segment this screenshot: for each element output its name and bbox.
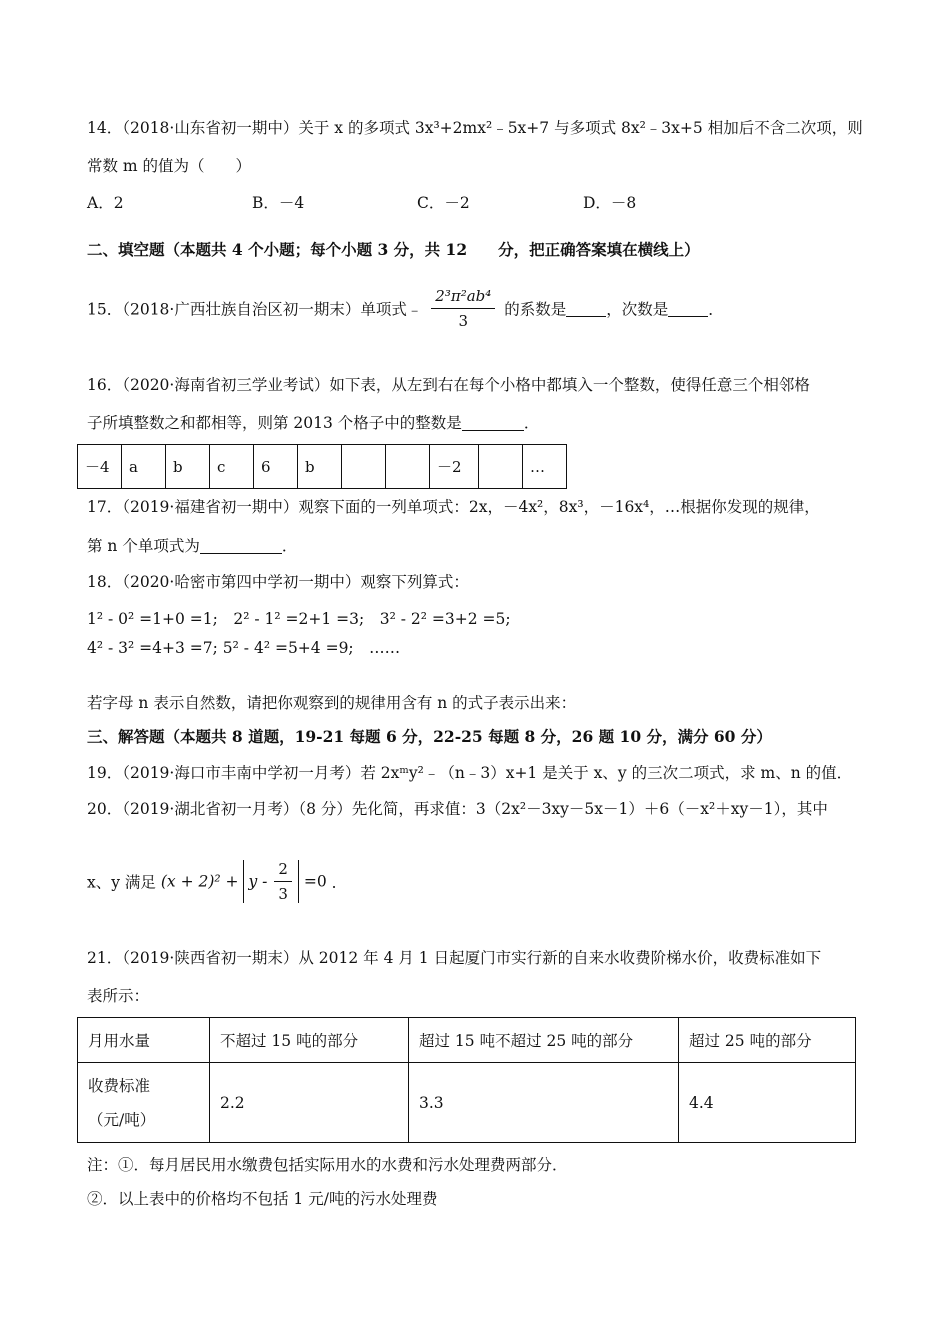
seq-cell: －4 bbox=[78, 445, 122, 489]
q16-end: ． bbox=[523, 414, 540, 432]
q20-abs-inner: y - bbox=[248, 872, 268, 891]
fee-row-label bbox=[78, 1063, 210, 1143]
q16-blank[interactable] bbox=[462, 415, 524, 431]
section3-heading: 三、解答题（本题共 8 道题，19-21 每题 6 分，22-25 每题 8 分，26 题 10 分，满分 60 分） bbox=[87, 727, 772, 746]
q20-line1: 20．（2019·湖北省初一月考）（8 分）先化简，再求值：3（2x²－3xy－5x－1）＋6（－x²＋xy－1），其中 bbox=[87, 800, 828, 818]
q20-end: ． bbox=[331, 873, 348, 892]
q15-denominator: 3 bbox=[458, 312, 469, 330]
q19: 19．（2019·海口市丰南中学初一月考）若 2xᵐy²﹣（n﹣3）x+1 是关于 x、y 的三次二项式，求 m、n 的值． bbox=[87, 764, 853, 782]
q21-line2: 表所示： bbox=[87, 987, 150, 1005]
q16-sequence-table bbox=[77, 444, 567, 489]
q16-line2-text: 子所填整数之和都相等，则第 2013 个格子中的整数是 bbox=[87, 414, 462, 432]
seq-cell: … bbox=[523, 445, 567, 489]
q17-end: ． bbox=[281, 537, 298, 555]
q14-line2: 常数 m 的值为（ ） bbox=[87, 157, 252, 175]
fee-value-row bbox=[78, 1063, 856, 1143]
q18-formula1: 1² - 0² =1+0 =1; 2² - 1² =2+1 =3; 3² - 2² =3+2 =5; bbox=[87, 610, 511, 628]
q15 bbox=[87, 287, 724, 330]
q15-numerator: 2³π²ab⁴ bbox=[431, 287, 495, 309]
q20-frac-num: 2 bbox=[274, 860, 292, 882]
fee-header-cell: 不超过 15 吨的部分 bbox=[210, 1018, 409, 1063]
q18-formula2: 4² - 3² =4+3 =7; 5² - 4² =5+4 =9; …… bbox=[87, 639, 401, 657]
q17-line2 bbox=[87, 536, 297, 556]
seq-cell: 6 bbox=[254, 445, 298, 489]
q15-end: ． bbox=[708, 300, 724, 319]
q20-expr-left: (x + 2)² + bbox=[160, 872, 239, 891]
fee-row-label-1: 收费标准 bbox=[88, 1076, 151, 1095]
q20-fraction bbox=[274, 860, 292, 903]
seq-cell bbox=[386, 445, 430, 489]
q16-line2 bbox=[87, 413, 539, 433]
q15-blank-degree[interactable] bbox=[668, 301, 708, 317]
q14-line1: 14．（2018·山东省初一期中）关于 x 的多项式 3x³+2mx²﹣5x+7 与多项式 8x²﹣3x+5 相加后不含二次项，则 bbox=[87, 119, 863, 137]
q15-prefix: 15．（2018·广西壮族自治区初一期末）单项式﹣ bbox=[87, 300, 423, 319]
q17-blank[interactable] bbox=[200, 538, 282, 554]
q17-line1: 17．（2019·福建省初一期中）观察下面的一列单项式：2x，－4x²，8x³，－16x⁴，…根据你发现的规律， bbox=[87, 498, 820, 516]
q21-line1: 21．（2019·陕西省初一期末）从 2012 年 4 月 1 日起厦门市实行新的自来水收费阶梯水价，收费标准如下 bbox=[87, 949, 822, 967]
fee-header-row bbox=[78, 1018, 856, 1063]
fee-header-cell: 月用水量 bbox=[78, 1018, 210, 1063]
section2-heading: 二、填空题（本题共 4 个小题；每个小题 3 分，共 12 分，把正确答案填在横线上） bbox=[87, 240, 700, 259]
seq-cell: b bbox=[166, 445, 210, 489]
seq-cell: b bbox=[298, 445, 342, 489]
q14-option-a: A．2 bbox=[87, 194, 124, 212]
q21-fee-table bbox=[77, 1017, 856, 1143]
q20-prefix: x、y 满足 bbox=[87, 873, 156, 892]
seq-cell: a bbox=[122, 445, 166, 489]
q20-expr-right: =0 bbox=[303, 872, 327, 891]
seq-cell: －2 bbox=[430, 445, 479, 489]
q20-absolute-value bbox=[243, 860, 298, 903]
q14-option-c: C．－2 bbox=[417, 194, 470, 212]
q20-frac-den: 3 bbox=[278, 885, 288, 903]
fee-value-cell: 4.4 bbox=[679, 1063, 856, 1143]
q18-line2: 若字母 n 表示自然数，请把你观察到的规律用含有 n 的式子表示出来： bbox=[87, 694, 577, 712]
fee-value-cell: 2.2 bbox=[210, 1063, 409, 1143]
q15-fraction bbox=[431, 287, 495, 330]
fee-header-cell: 超过 25 吨的部分 bbox=[679, 1018, 856, 1063]
q15-middle: 的系数是 bbox=[504, 300, 567, 319]
seq-cell bbox=[479, 445, 523, 489]
q21-note2: ②．以上表中的价格均不包括 1 元/吨的污水处理费 bbox=[87, 1190, 438, 1208]
q21-note1: 注：①．每月居民用水缴费包括实际用水的水费和污水处理费两部分． bbox=[87, 1156, 568, 1174]
seq-cell: c bbox=[210, 445, 254, 489]
fee-row-label-2: （元/吨） bbox=[88, 1110, 156, 1129]
q14-option-b: B．－4 bbox=[252, 194, 305, 212]
q16-line1: 16．（2020·海南省初三学业考试）如下表，从左到右在每个小格中都填入一个整数，使得任意三个相邻格 bbox=[87, 376, 810, 394]
q15-sep: ，次数是 bbox=[606, 300, 669, 319]
fee-value-cell: 3.3 bbox=[409, 1063, 679, 1143]
fee-header-cell: 超过 15 吨不超过 25 吨的部分 bbox=[409, 1018, 679, 1063]
q15-blank-coefficient[interactable] bbox=[566, 301, 606, 317]
q17-line2-text: 第 n 个单项式为 bbox=[87, 537, 200, 555]
seq-cell bbox=[342, 445, 386, 489]
q14-option-d: D．－8 bbox=[583, 194, 637, 212]
q20-line2 bbox=[87, 860, 347, 903]
q18-line1: 18．（2020·哈密市第四中学初一期中）观察下列算式： bbox=[87, 573, 469, 591]
